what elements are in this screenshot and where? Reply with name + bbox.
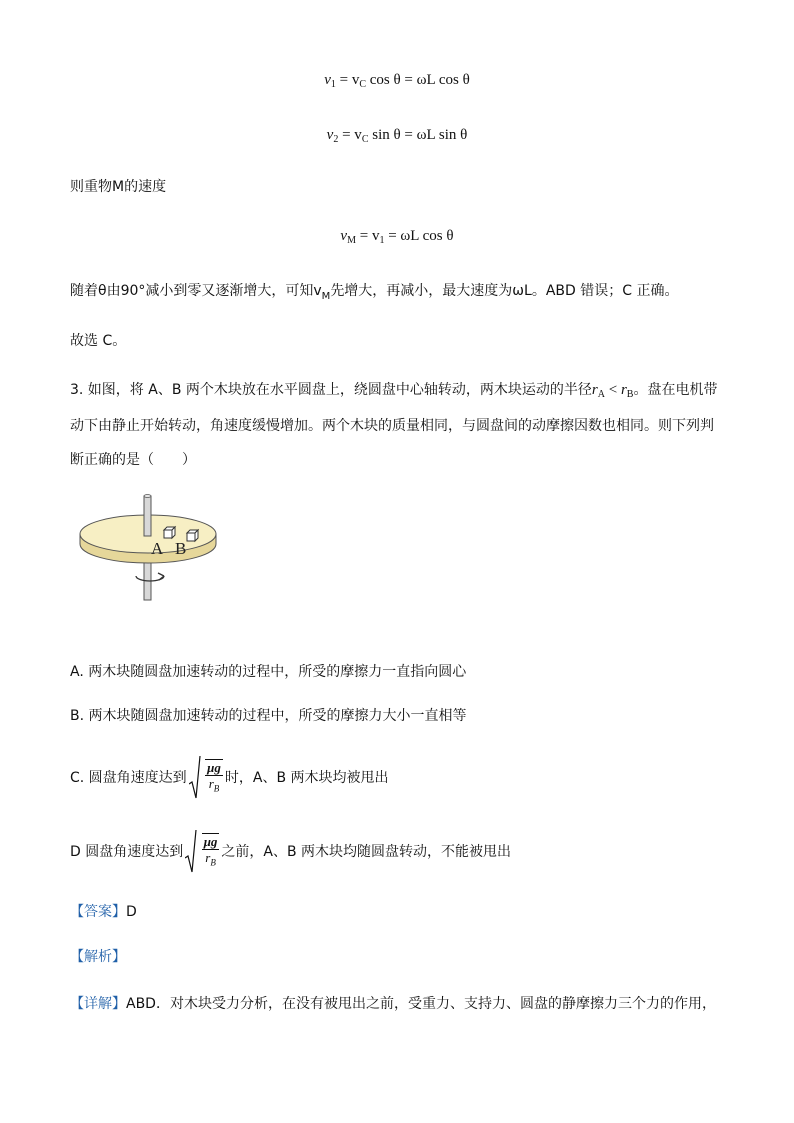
axis-upper (144, 496, 151, 536)
block-a (164, 527, 175, 538)
equation-v2: $v_2 = v_C$ sin θ = ωL sin θ (326, 127, 468, 145)
detail-tag: 【详解】 (70, 996, 126, 1012)
text-choose: 故选 C。 (70, 333, 127, 349)
option-d: D 圆盘角速度达到 $\frac{\mu g}{r_B}$ 之前，A、B 两木块均随圆盘转动，不能被甩出 (70, 828, 511, 876)
answer-tag: 【答案】 (70, 904, 126, 920)
sqrt-expression: $\frac{\mu g}{r_B}$ (189, 756, 223, 800)
text-weight-speed: 则重物M的速度 (70, 179, 167, 195)
question-3-line-1: 3. 如图，将 A、B 两个木块放在水平圆盘上，绕圆盘中心轴转动，两木块运动的半径$r_A < r_B$。盘在电机带 (70, 382, 718, 400)
equation-vm: $v_M = v_1 = \omega L$ cos θ (340, 228, 454, 246)
text-analysis: 随着θ由90°减小到零又逐渐增大，可知$v_M$先增大，再减小，最大速度为ωL。ABD 错误；C 正确。 (70, 283, 679, 302)
rotating-disk-figure (78, 490, 218, 605)
block-b (187, 530, 198, 541)
label-b: B (175, 539, 187, 558)
answer (70, 902, 137, 922)
option-a: A. 两木块随圆盘加速转动的过程中，所受的摩擦力一直指向圆心 (70, 664, 467, 680)
detail-line: 【详解】ABD．对木块受力分析，在没有被甩出之前，受重力、支持力、圆盘的静摩擦力三个力的作用， (70, 996, 716, 1012)
analysis-heading: 【解析】 (70, 949, 126, 965)
question-3-line-2: 动下由静止开始转动，角速度缓慢增加。两个木块的质量相同，与圆盘间的动摩擦因数也相同。则下列判 (70, 418, 714, 434)
question-3-line-3: 断正确的是（ ） (70, 452, 196, 468)
option-c: C. 圆盘角速度达到 $\frac{\mu g}{r_B}$ 时，A、B 两木块均被甩出 (70, 754, 389, 802)
answer-value: D (126, 904, 137, 920)
option-b: B. 两木块随圆盘加速转动的过程中，所受的摩擦力大小一直相等 (70, 708, 467, 724)
label-a: A (151, 539, 164, 558)
sqrt-expression: $\frac{\mu g}{r_B}$ (185, 830, 219, 874)
equation-v1: $v_1 = v_C$ cos θ = ωL cos θ (324, 72, 470, 90)
